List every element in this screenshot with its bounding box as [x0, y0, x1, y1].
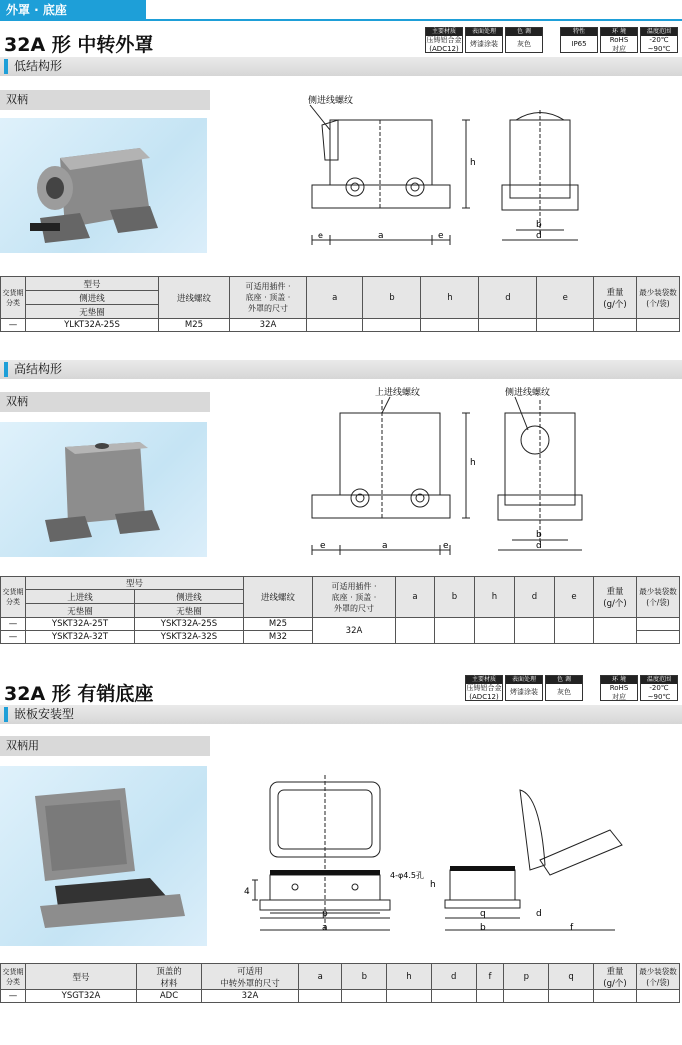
dim-e-left: e — [320, 541, 326, 551]
dim-e-left: e — [318, 231, 323, 240]
spec-color: 色 调 灰色 — [545, 675, 583, 701]
dim-4: 4 — [244, 887, 250, 897]
low-variant-tab: 双柄 — [0, 90, 210, 110]
subsection-low-title: 低结构形 — [0, 57, 682, 76]
dim-h: h — [470, 458, 476, 468]
table-row: — YSGT32A ADC 32A — [1, 990, 680, 1003]
category-rule — [0, 19, 682, 21]
section1-spec-group-a — [425, 27, 543, 53]
spec-temperature: 温度范围 -20℃ ~90℃ — [640, 675, 678, 701]
dim-d: d — [536, 909, 542, 919]
hole-label: 4-φ4.5孔 — [390, 871, 424, 880]
dim-b: b — [480, 923, 486, 933]
dim-b: b — [536, 220, 542, 230]
spec-temperature: 温度范围 -20℃ ~90℃ — [640, 27, 678, 53]
product-photo-low — [0, 118, 207, 253]
drawing-high — [290, 385, 590, 565]
product-photo-base — [0, 766, 207, 946]
section1-title: 32A 形 中转外罩 — [4, 34, 154, 56]
dim-q: q — [480, 909, 486, 919]
spec-finish: 表面处理 烤漆涂装 — [505, 675, 543, 701]
spec-material: 主要材质 压铸铝合金 (ADC12) — [426, 28, 462, 53]
low-housing-illustration — [0, 118, 207, 253]
table-base: 交货期 分类 型号 顶盖的 材料 可适用 中转外罩的尺寸 a b h d f p q 重量 (g/个) 最少装袋数 (个/袋) — YSGT32A ADC 32A — [0, 963, 680, 1003]
spec-material: 主要材质 压铸铝合金 (ADC12) — [466, 676, 502, 701]
high-callout-top: 上进线螺纹 — [375, 388, 421, 398]
dim-h: h — [470, 158, 476, 168]
low-callout-text: 侧进线螺纹 — [308, 96, 354, 106]
high-variant-tab: 双柄 — [0, 392, 210, 412]
category-tag: 外罩 · 底座 — [0, 0, 146, 20]
dim-e-right: e — [438, 231, 444, 241]
section2-title: 32A 形 有销底座 — [4, 683, 154, 705]
dim-f: f — [570, 923, 574, 933]
spec-finish: 表面处理 烤漆涂装 — [465, 27, 503, 53]
high-callout-side: 侧进线螺纹 — [505, 388, 551, 398]
drawing-base — [240, 770, 680, 945]
spec-environment: 环 境 RoHS 对应 — [600, 675, 638, 701]
high-housing-illustration — [0, 422, 207, 557]
panel-variant-tab: 双柄用 — [0, 736, 210, 756]
table-row: — YSKT32A-25T YSKT32A-25S M25 32A — [1, 618, 680, 631]
subsection-high-title: 高结构形 — [0, 360, 682, 379]
table-row: — YSKT32A-32T YSKT32A-32S M32 — [1, 631, 680, 644]
dim-h: h — [430, 880, 436, 890]
product-photo-high — [0, 422, 207, 557]
dim-d: d — [536, 231, 542, 241]
dim-p: p — [322, 909, 328, 919]
table-high: 交货期 分类 型号 进线螺纹 可适用插件 · 底座 · 顶盖 · 外罩的尺寸 a b h d e 重量 (g/个) 最少装袋数 (个/袋) 上进线 侧进线 无垫圈 无垫圈 — YSKT32A-25T YSKT32A-25S M25 32A — YSKT32A-32T YSKT32A-32S M32 — [0, 576, 680, 644]
section2-spec-group-b — [600, 675, 678, 701]
table-row: — YLKT32A-25S M25 32A — [1, 319, 680, 332]
spec-feature: 特性 IP65 — [560, 27, 598, 53]
table-low: 交货期 分类 型号 进线螺纹 可适用插件 · 底座 · 顶盖 · 外罩的尺寸 a b h d e 重量 (g/个) 最少装袋数 (个/袋) 侧进线 无垫圈 — YLKT32A-25S M25 32A — [0, 276, 680, 332]
dim-a: a — [322, 923, 328, 933]
spec-environment: 环 境 RoHS 对应 — [600, 27, 638, 53]
spec-color: 色 调 灰色 — [505, 27, 543, 53]
section2-spec-group-a — [465, 675, 583, 701]
drawing-low — [290, 90, 590, 255]
dim-d: d — [536, 541, 542, 551]
dim-a: a — [378, 231, 384, 241]
dim-a: a — [382, 541, 388, 551]
dim-e-right: e — [443, 541, 449, 551]
subsection-panel-title: 嵌板安装型 — [0, 705, 682, 724]
base-illustration — [0, 766, 207, 946]
section1-spec-group-b — [560, 27, 678, 53]
dim-b: b — [536, 530, 542, 540]
